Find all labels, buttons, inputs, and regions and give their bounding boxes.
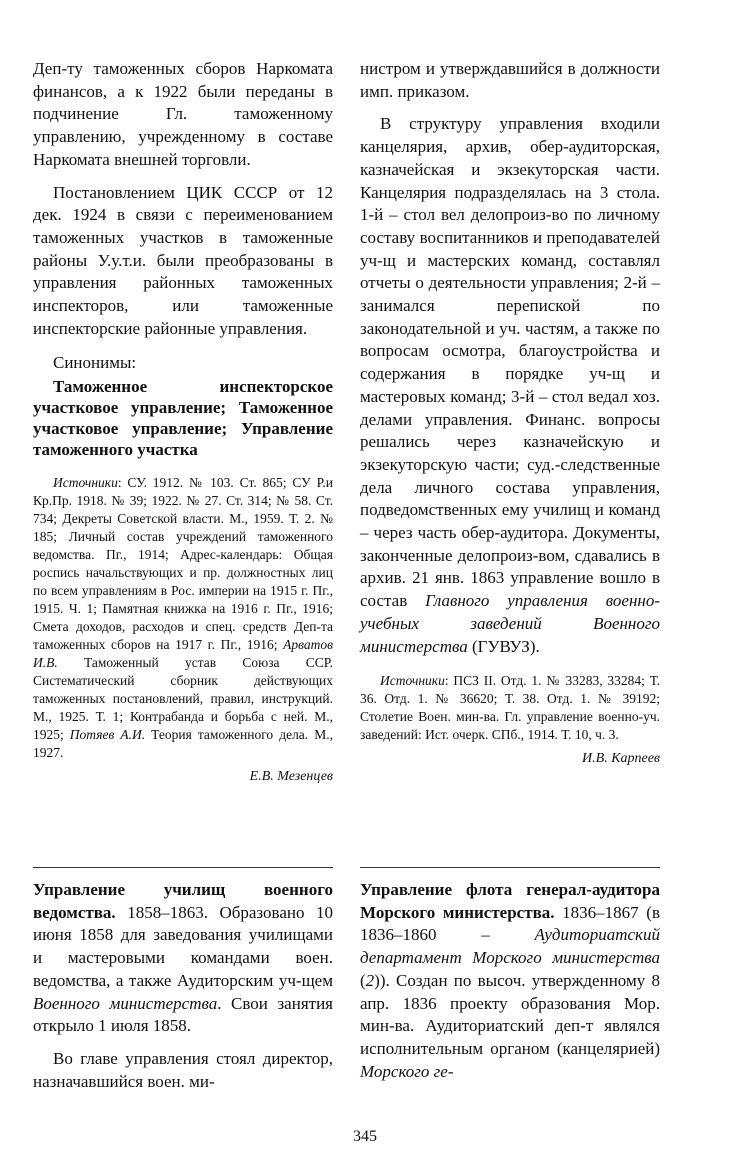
article-right-text-3: )). Создан по высоч. утвержденному 8 апр. 1836 проекту образования Мор. мин-ва. Аудиториатский деп-т являлся исполнительным органом (канцелярией) [360, 970, 660, 1058]
right-sources-text: : ПСЗ II. Отд. 1. № 33283, 33284; Т. 36. Отд. 1. № 36620; Т. 38. Отд. 1. № 39192; Столетие Воен. мин-ва. Гл. управление военно-уч. заведений: Ист. очерк. СПб., 1914. Т. 10, ч. 3. [360, 673, 660, 743]
synonyms-terms: Таможенное инспекторское участковое управление; Таможенное участковое управление; Управление таможенного участка [33, 377, 333, 460]
right-paragraph-1: нистром и утверждавшийся в должности имп. приказом. [360, 59, 660, 101]
right-sources [360, 672, 660, 744]
article-right-title: Управление флота генерал-аудитора Морского министерства. [360, 880, 660, 922]
right-author: И.В. Карпеев [582, 751, 660, 767]
article-right-text-2: ( [360, 970, 366, 990]
synonyms-label: Синонимы: [53, 353, 137, 373]
sources-text-3: Теория таможенного дела. М., 1927. [33, 727, 333, 761]
right-divider [360, 867, 660, 868]
article-right-text-1: 1836–1867 (в 1836–1860 – [360, 902, 660, 945]
article-left-paragraph-1 [33, 879, 333, 1038]
right-paragraph-2-link: Главного управления военно-учебных заведений Военного министерства [360, 591, 660, 656]
right-paragraph-2 [360, 113, 660, 658]
article-left [33, 879, 333, 1093]
page-number: 345 [353, 1128, 377, 1145]
sources-author-1: Арватов И.В. [33, 637, 333, 671]
sources-text-1: : СУ. 1912. № 103. Ст. 865; СУ Р.и Кр.Пр. 1918. № 39; 1922. № 27. Ст. 314; № 58. Ст. 734; Декреты Советской власти. М., 1959. Т. 2. № 185; Личный состав учреждений таможенного ведомства. Пг., 1914; Адрес-календарь: Общая роспись начальствующих и пр. должностных лиц по всем управлениям в Рос. империи на 1915 г. Пг., 1915. Ч. 1; Памятная книжка на 1916 г. Пг., 1916; Смета доходов, расходов и спец. средств Деп-та таможенных сборов на 1917 г. Пг., 1916; [33, 475, 333, 653]
article-left-paragraph-2: Во главе управления стоял директор, назначавшийся воен. ми- [33, 1048, 333, 1091]
left-sources [33, 474, 333, 762]
article-right-italic-3: Морского ге- [360, 1061, 454, 1081]
article-left-text-2: . Свои занятия открыло 1 июля 1858. [33, 993, 333, 1036]
right-column [360, 58, 660, 768]
sources-label: Источники [53, 475, 118, 491]
article-right-paragraph-1 [360, 879, 660, 1083]
article-left-title: Управление училищ военного ведомства. [33, 880, 333, 922]
right-sources-label: Источники [380, 673, 445, 689]
right-paragraph-2-text: В структуру управления входили канцелярия, архив, обер-аудиторская, казначейская и экзекуторская части. Канцелярия подразделялась на 3 стола. 1-й – стол вел делопроиз-во по личному составу воспитанников и преподавателей уч-щ и мастерских команд, составлял отчеты о деятельности управления; 2-й – занимался перепиской по законодательной и уч. частям, а также по вопросам осмотра, благоустройства и содержания в порядке уч-щ и мастеровых команд; 3-й – стол ведал хоз. делами управления. Финанс. вопросы решались через казначейскую и экзекуторскую части; суд.-следственные дела личного состава управления, подведомственных ему училищ и команд – через часть обер-аудитора. Документы, законченные делопроиз-вом, сдавались в архив. 21 янв. 1863 управление вошло в состав [360, 114, 660, 611]
article-right-italic-1: Аудиториатский департамент Морского министерства [360, 925, 660, 968]
left-paragraph-2: Постановлением ЦИК СССР от 12 дек. 1924 в связи с переименованием таможенных участков в таможенные районы У.у.т.и. были преобразованы в управления районных таможенных инспекторов, или таможенные инспекторские районные управления. [33, 182, 333, 338]
left-divider [33, 867, 333, 868]
article-left-text-1: 1858–1863. Образовано 10 июня 1858 для заведования училищами и мастеровыми командами воен. ведомства, а также Аудиторским уч-щем [33, 902, 333, 990]
left-column [33, 58, 333, 786]
sources-text-2: Таможенный устав Союза ССР. Систематический сборник действующих таможенных постановлений, правил, инструкций. М., 1925. Т. 1; Контрабанда и борьба с ней. М., 1925; [33, 655, 333, 743]
left-paragraph-1: Деп-ту таможенных сборов Наркомата финансов, а к 1922 были переданы в подчинение Гл. таможенному управлению, учрежденному в составе Наркомата внешней торговли. [33, 59, 333, 169]
article-left-link: Военного министерства [33, 993, 218, 1013]
left-author: Е.В. Мезенцев [249, 769, 333, 785]
article-right [360, 879, 660, 1083]
right-paragraph-2-tail: (ГУВУЗ). [467, 636, 540, 656]
article-right-italic-2: 2 [365, 970, 375, 990]
sources-author-2: Потяев А.И. [69, 727, 146, 743]
